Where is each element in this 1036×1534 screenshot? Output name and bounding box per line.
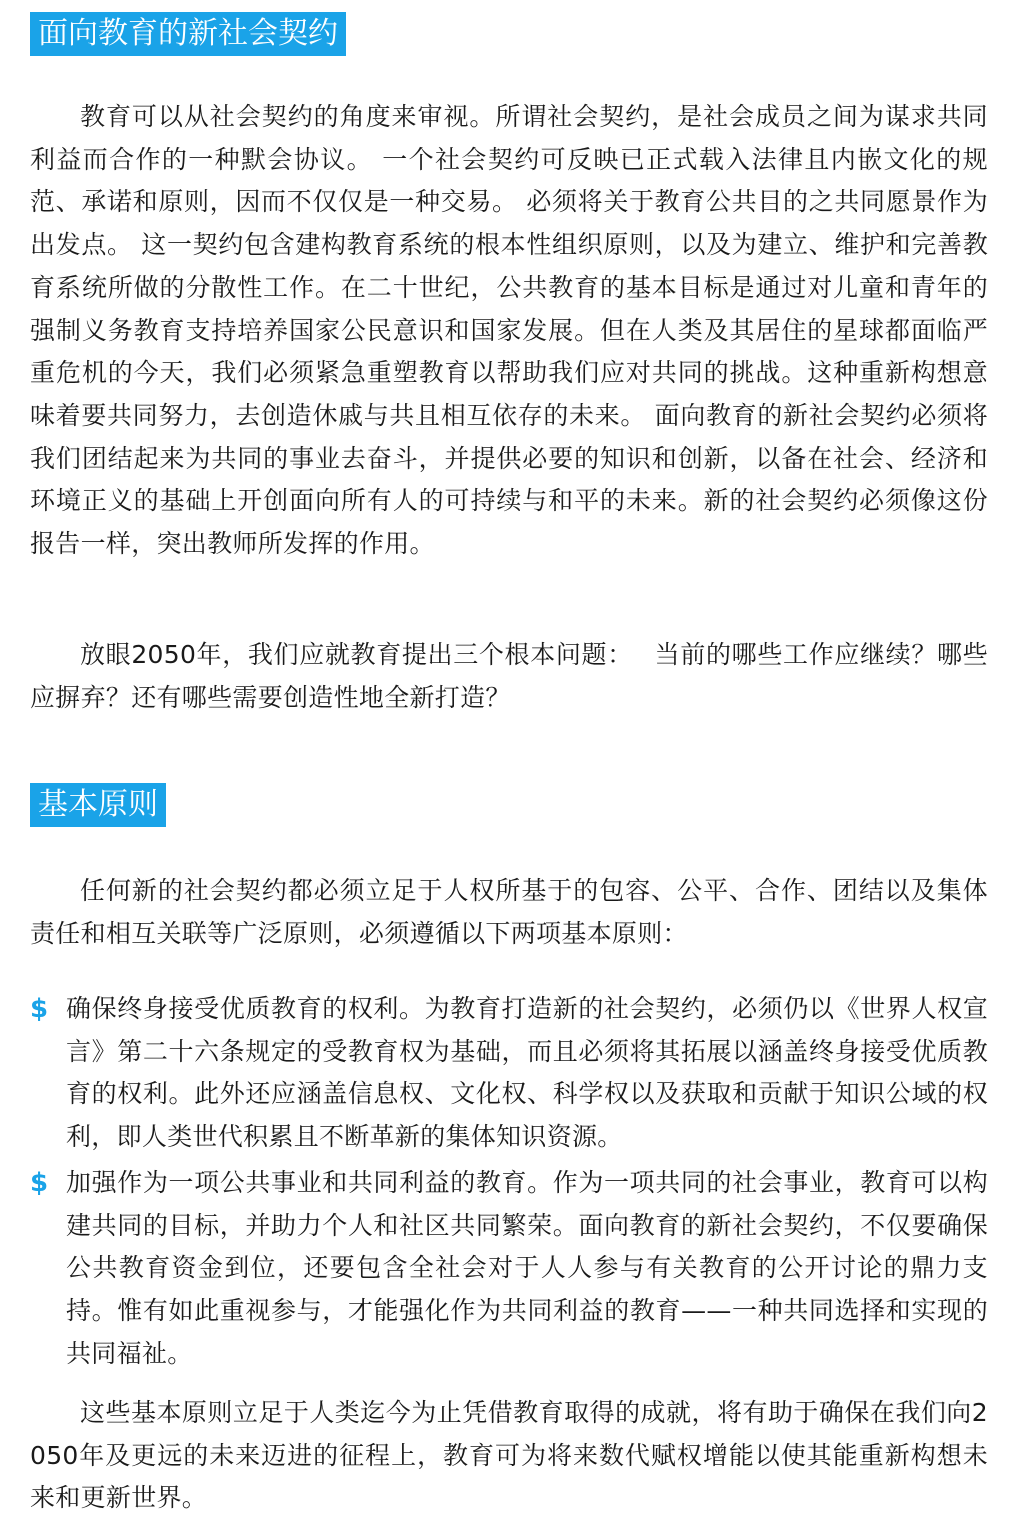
dollar-bullet-icon: $ xyxy=(30,994,49,1024)
bullet-text-public-endeavour: 加强作为一项公共事业和共同利益的教育。作为一项共同的社会事业，教育可以构建共同的目标，并助力个人和社区共同繁荣。面向教育的新社会契约，不仅要确保公共教育资金到位，还要包含全社会对于人人参与有关教育的公开讨论的鼎力支持。惟有如此重视参与，才能强化作为共同利益的教育——一种共同选择和实现的共同福祉。 xyxy=(66,1168,988,1368)
paragraph-closing: 这些基本原则立足于人类迄今为止凭借教育取得的成就，将有助于确保在我们向2050年及更远的未来迈进的征程上，教育可为将来数代赋权增能以使其能重新构想未来和更新世界。 xyxy=(30,1398,988,1513)
list-item xyxy=(30,1162,988,1376)
section-heading-basic-principles: 基本原则 xyxy=(30,783,166,827)
section-heading-new-social-contract: 面向教育的新社会契约 xyxy=(30,12,346,56)
list-item xyxy=(30,988,988,1159)
bullet-text-lifelong-education: 确保终身接受优质教育的权利。为教育打造新的社会契约，必须仍以《世界人权宣言》第二十六条规定的受教育权为基础，而且必须将其拓展以涵盖终身接受优质教育的权利。此外还应涵盖信息权、文化权、科学权以及获取和贡献于知识公域的权利，即人类世代积累且不断革新的集体知识资源。 xyxy=(66,994,988,1152)
paragraph-2050-questions: 放眼2050年，我们应就教育提出三个根本问题： 当前的哪些工作应继续？哪些应摒弃？还有哪些需要创造性地全新打造？ xyxy=(30,640,988,712)
paragraph-principles-intro: 任何新的社会契约都必须立足于人权所基于的包容、公平、合作、团结以及集体责任和相互关联等广泛原则，必须遵循以下两项基本原则： xyxy=(30,876,988,948)
dollar-bullet-icon: $ xyxy=(30,1168,49,1198)
paragraph-social-contract: 教育可以从社会契约的角度来审视。所谓社会契约，是社会成员之间为谋求共同利益而合作的一种默会协议。 一个社会契约可反映已正式载入法律且内嵌文化的规范、承诺和原则，因而不仅仅是一种交易。 必须将关于教育公共目的之共同愿景作为出发点。 这一契约包含建构教育系统的根本性组织原则，以及为建立、维护和完善教育系统所做的分散性工作。在二十世纪，公共教育的基本目标是通过对儿童和青年的强制义务教育支持培养国家公民意识和国家发展。但在人类及其居住的星球都面临严重危机的今天，我们必须紧急重塑教育以帮助我们应对共同的挑战。这种重新构想意味着要共同努力，去创造休戚与共且相互依存的未来。 面向教育的新社会契约必须将我们团结起来为共同的事业去奋斗，并提供必要的知识和创新，以备在社会、经济和环境正义的基础上开创面向所有人的可持续与和平的未来。新的社会契约必须像这份报告一样，突出教师所发挥的作用。 xyxy=(30,102,988,559)
